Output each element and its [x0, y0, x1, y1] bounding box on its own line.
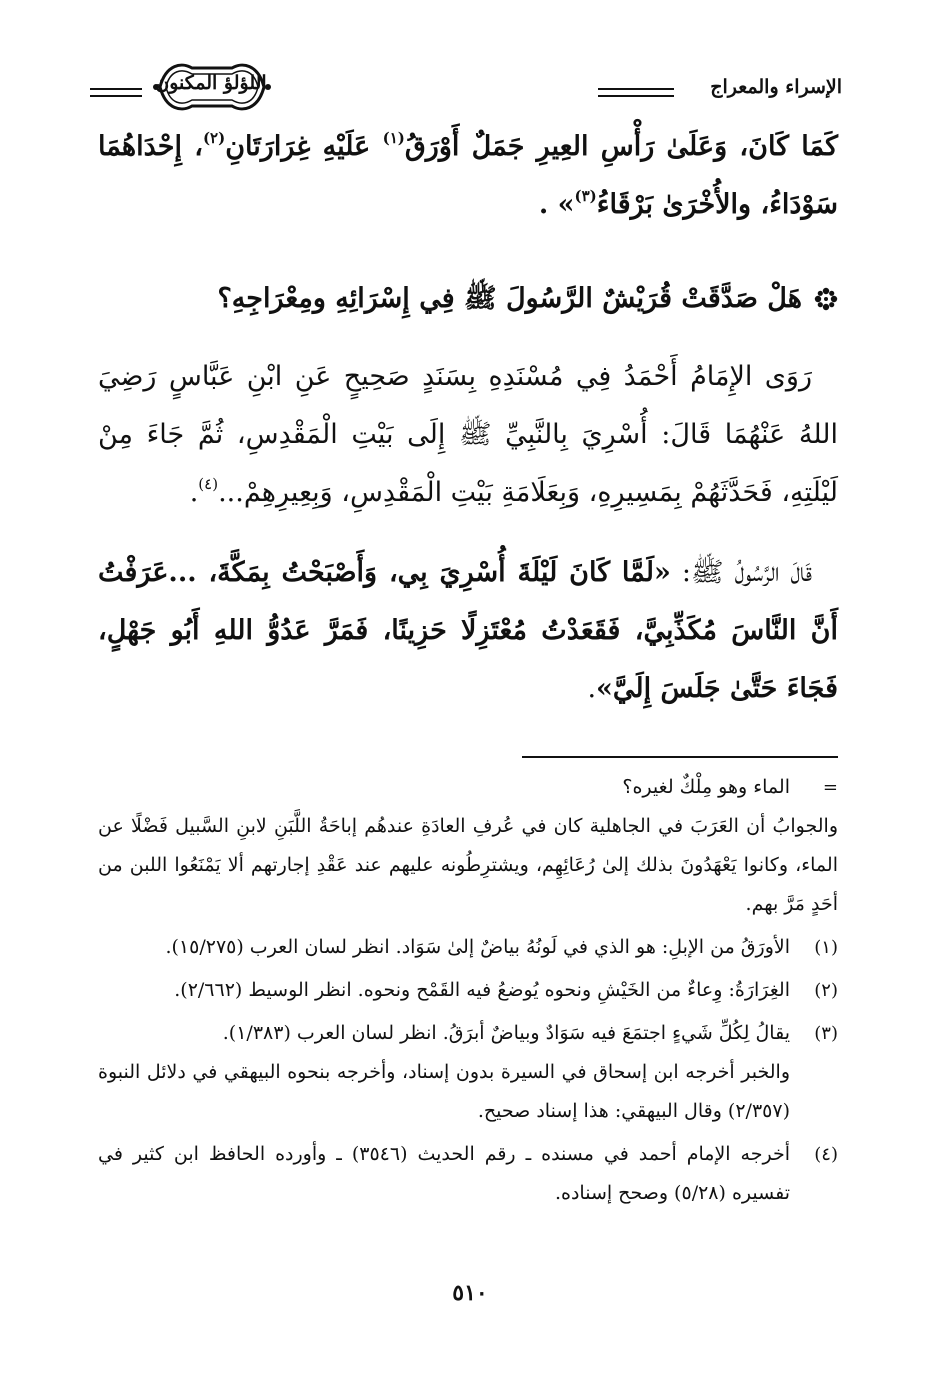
- footnote-ref-4[interactable]: (٤): [198, 475, 219, 493]
- main-text: [98, 118, 838, 718]
- section-title: الإسراء والمعراج: [710, 76, 842, 98]
- text-run: .: [189, 477, 199, 508]
- footnote-item: [98, 928, 838, 967]
- footnote-text: والجوابُ أن العَرَبَ في الجاهلية كان في عُرفِ العادَةِ عندهُم إباحَةُ اللَّبَنِ لابنِ السَّبيل فَضْلًا عن الماء، وكانوا يَعْهَدُونَ بذلك إلىٰ رُعَائِهِم، ويشترِطُونه عليهم عند عَقْدِ إجارتهم ألا يَمْنَعُوا اللبن من أحَدٍ مَرَّ بهم.: [98, 815, 838, 915]
- text-run: ، إِحْدَاهُمَا سَوْدَاءُ، والأُخْرَىٰ بَرْقَاءُ: [98, 131, 838, 220]
- footnote-text: يقالُ لِكُلِّ شَيءٍ اجتمَعَ فيه سَوَادٌ وبياضٌ أبرَقُ. انظر لسان العرب (١/٣٨٣).: [222, 1022, 790, 1044]
- quote-paragraph: [98, 544, 838, 718]
- footnote-number: (٣): [814, 1023, 838, 1044]
- footnote-number: (١): [814, 937, 838, 958]
- footnote-text: الأورَقُ من الإبلِ: هو الذي في لَونُهُ بياضٌ إلىٰ سَوَاد. انظر لسان العرب (١٥/٢٧٥).: [165, 936, 790, 958]
- footnote-item: [98, 1014, 838, 1053]
- footnote-separator: [522, 756, 838, 758]
- footnote-text: أخرجه الإمام أحمد في مسنده ـ رقم الحديث (٣٥٤٦) ـ وأورده الحافظ ابن كثير في تفسيره (٥/٢٨) وصحح إسناده.: [98, 1143, 790, 1204]
- flower-bullet-icon: [814, 287, 838, 311]
- prophetic-quote: «لَمَّا كَانَ لَيْلَةَ أُسْرِيَ بِي، وَأَصْبَحْتُ بِمَكَّةَ، ...عَرَفْتُ أَنَّ النَّاسَ مُكَذِّبِيَّ، فَقَعَدْتُ مُعْتَزِلًا حَزِينًا، فَمَرَّ عَدُوُّ اللهِ أَبُو جَهْلٍ، فَجَاءَ حَتَّىٰ جَلَسَ إِلَيَّ»: [98, 557, 838, 704]
- footnote-ref-2[interactable]: (٢): [202, 129, 226, 147]
- continuation-mark: =: [822, 777, 838, 798]
- question-heading: [98, 270, 838, 328]
- footnote-continuation: [98, 768, 838, 807]
- book-title: اللؤلؤ المكنون: [155, 72, 267, 94]
- text-run: » .: [538, 189, 575, 220]
- footnote-item: [98, 1053, 838, 1131]
- question-text: هَلْ صَدَّقَتْ قُرَيْشٌ الرَّسُولَ ﷺ فِي إِسْرَائِهِ ومِعْرَاجِهِ؟: [217, 283, 802, 314]
- footnote-text: والخبر أخرجه ابن إسحاق في السيرة بدون إسناد، وأخرجه بنحوه البيهقي في دلائل النبوة (٢/٣٥٧) وقال البيهقي: هذا إسناد صحيح.: [98, 1061, 790, 1122]
- paragraph-continuation: [98, 118, 838, 234]
- footnote-ref-1[interactable]: (١): [382, 129, 405, 147]
- text-run: رَوَى الإِمَامُ أَحْمَدُ فِي مُسْنَدِهِ بِسَنَدٍ صَحِيحٍ عَنِ ابْنِ عَبَّاسٍ رَضِيَ اللهُ عَنْهُمَا قَالَ: أُسْرِيَ بِالنَّبِيِّ ﷺ إِلَى بَيْتِ الْمَقْدِسِ، ثُمَّ جَاءَ مِنْ لَيْلَتِهِ، فَحَدَّثَهُمْ بِمَسِيرِهِ، وَبِعَلَامَةِ بَيْتِ الْمَقْدِسِ، وَبِعِيرِهِمْ...: [98, 361, 838, 508]
- footnote-item: [98, 1135, 838, 1213]
- footnote-ref-3[interactable]: (٣): [574, 187, 597, 205]
- footnote-text: الماء وهو مِلْكٌ لغيره؟: [622, 776, 790, 798]
- footnote-number: (٤): [814, 1144, 838, 1165]
- footnotes: [98, 768, 838, 1213]
- page-number: ٥١٠: [452, 1280, 488, 1306]
- text-run: .: [587, 673, 597, 704]
- header-rule-right: [598, 88, 674, 97]
- footnote-item: [98, 971, 838, 1010]
- footnote-text: الغِرَارَةُ: وِعاءٌ من الخَيْشِ ونحوه يُوضعُ فيه القَمْح ونحوه. انظر الوسيط (٢/٦٦٢).: [174, 979, 790, 1001]
- text-run: عَلَيْهِ غِرَارَتَانِ: [225, 131, 383, 162]
- text-run: قَالَ الرَّسُولُ ﷺ:: [670, 557, 812, 588]
- footnote-number: [790, 1053, 838, 1131]
- footnote-number: (٢): [814, 980, 838, 1001]
- hadith-paragraph: [98, 348, 838, 522]
- text-run: كَمَا كَانَ، وَعَلَىٰ رَأْسِ العِيرِ جَمَلٌ أَوْرَقُ: [404, 131, 838, 162]
